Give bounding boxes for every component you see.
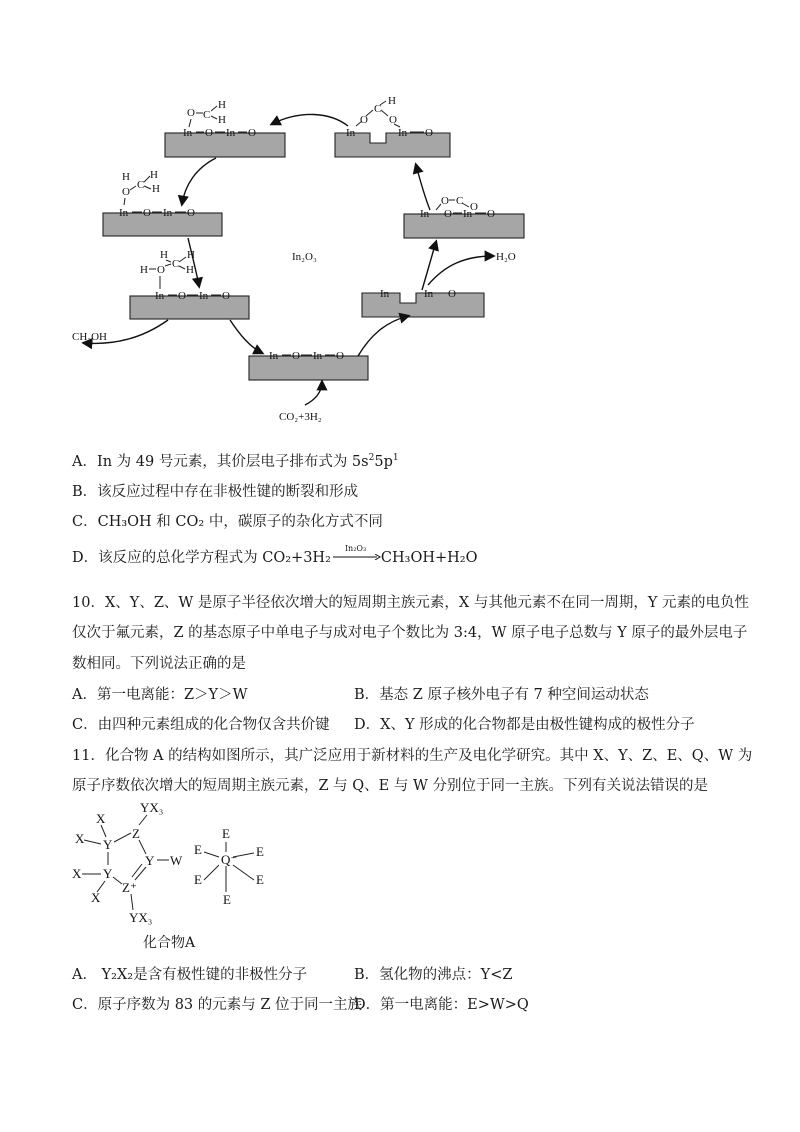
q10-option-d: D．X、Y 形成的化合物都是由极性键构成的极性分子 bbox=[354, 717, 695, 733]
reactants-label: CO₂+3H₂ bbox=[279, 411, 322, 423]
atom-in: In bbox=[424, 288, 434, 300]
q9-option-b bbox=[72, 482, 358, 502]
atom-o: O bbox=[157, 264, 165, 276]
atom-o: O bbox=[178, 290, 186, 302]
option-text: 5p bbox=[374, 454, 393, 470]
atom-h: H bbox=[218, 99, 226, 111]
atom-c: C bbox=[203, 109, 211, 121]
atom-o: O bbox=[360, 114, 368, 126]
atom-o: O bbox=[248, 127, 256, 139]
catalyst-center-label: In₂O₃ bbox=[292, 251, 317, 263]
atom-o: O bbox=[222, 290, 230, 302]
atom-o: O bbox=[425, 127, 433, 139]
atom-q-anion: Q⁻ bbox=[221, 852, 238, 867]
atom-in: In bbox=[269, 350, 279, 362]
q9-option-a bbox=[72, 452, 399, 472]
atom-o: O bbox=[187, 107, 195, 119]
q9-option-d bbox=[72, 544, 478, 568]
q10-option-b: B．基态 Z 原子核外电子有 7 种空间运动状态 bbox=[354, 687, 649, 703]
atom-z-cation: Z⁺ bbox=[122, 880, 137, 895]
atom-in: In bbox=[163, 207, 173, 219]
q11-stem-line-2: 原子序数依次增大的短周期主族元素，Z 与 Q、E 与 W 分别位于同一主族。下列有关说法错误的是 bbox=[72, 778, 708, 794]
atom-o: O bbox=[487, 208, 495, 220]
option-letter: C． bbox=[72, 514, 98, 530]
surface-top-right bbox=[335, 95, 450, 157]
q11-option-d: D．第一电离能：E>W>Q bbox=[354, 997, 529, 1013]
atom-h: H bbox=[140, 264, 148, 276]
atom-in: In bbox=[398, 127, 408, 139]
atom-o: O bbox=[441, 195, 449, 207]
q10-stem-line-1: 10．X、Y、Z、W 是原子半径依次增大的短周期主族元素，X 与其他元素不在同一周期，Y 元素的电负性 bbox=[72, 595, 750, 611]
atom-e: E bbox=[194, 842, 202, 857]
atom-o: O bbox=[336, 350, 344, 362]
atom-y: Y bbox=[103, 837, 113, 852]
atom-c: C bbox=[137, 179, 145, 191]
q10-option-c: C．由四种元素组成的化合物仅含共价键 bbox=[72, 717, 330, 733]
atom-e: E bbox=[256, 844, 264, 859]
reaction-arrow bbox=[331, 544, 381, 568]
option-letter: B． bbox=[72, 484, 98, 500]
atom-x: X bbox=[91, 890, 101, 905]
atom-x: X bbox=[72, 866, 82, 881]
atom-h: H bbox=[388, 95, 396, 107]
atom-e: E bbox=[223, 892, 231, 907]
atom-o: O bbox=[444, 208, 452, 220]
superscript: 2 bbox=[368, 453, 375, 464]
surface-lower-right bbox=[362, 288, 484, 317]
surface-lower-left bbox=[130, 249, 249, 319]
option-text: CH₃OH 和 CO₂ 中，碳原子的杂化方式不同 bbox=[97, 514, 383, 530]
atom-in: In bbox=[199, 290, 209, 302]
atom-h: H bbox=[160, 249, 168, 261]
surface-top-left bbox=[165, 99, 285, 157]
group-yx3: YX₃ bbox=[129, 910, 153, 925]
atom-o: O bbox=[292, 350, 300, 362]
atom-c: C bbox=[172, 258, 180, 270]
product-text: CH₃OH+H₂O bbox=[380, 550, 478, 566]
option-text: 该反应过程中存在非极性键的断裂和形成 bbox=[97, 484, 359, 500]
h2o-product-label: H₂O bbox=[496, 251, 516, 263]
atom-in: In bbox=[226, 127, 236, 139]
atom-e: E bbox=[194, 872, 202, 887]
atom-e: E bbox=[222, 826, 230, 841]
surface-bottom bbox=[249, 350, 368, 380]
q9-option-c bbox=[72, 512, 383, 532]
catalytic-cycle-figure bbox=[0, 0, 800, 430]
superscript: 1 bbox=[392, 453, 399, 464]
atom-h: H bbox=[150, 169, 158, 181]
atom-o: O bbox=[143, 207, 151, 219]
catalyst-label: In₂O₃ bbox=[344, 544, 367, 553]
atom-c: C bbox=[374, 103, 382, 115]
atom-o: O bbox=[187, 207, 195, 219]
atom-in: In bbox=[155, 290, 165, 302]
atom-o: O bbox=[205, 127, 213, 139]
atom-h: H bbox=[152, 183, 160, 195]
option-text: 该反应的总化学方程式为 CO₂+3H₂ bbox=[98, 550, 331, 566]
atom-h: H bbox=[122, 171, 130, 183]
surface-mid-left bbox=[103, 169, 222, 236]
atom-w: W bbox=[170, 853, 183, 868]
option-letter: A． bbox=[72, 454, 97, 470]
surface-mid-right bbox=[404, 195, 524, 238]
compound-a-caption: 化合物A bbox=[143, 935, 196, 951]
atom-o: O bbox=[470, 201, 478, 213]
atom-in: In bbox=[420, 208, 430, 220]
q10-stem-line-2: 仅次于氟元素，Z 的基态原子中单电子与成对电子个数比为 3:4，W 原子电子总数与 Y 原子的最外层电子 bbox=[72, 625, 748, 641]
option-text: In 为 49 号元素，其价层电子排布式为 5s bbox=[96, 454, 369, 470]
atom-z: Z bbox=[132, 826, 140, 841]
atom-x: X bbox=[96, 811, 106, 826]
atom-c: C bbox=[456, 195, 464, 207]
atom-o: O bbox=[448, 288, 456, 300]
q11-option-b: B．氢化物的沸点：Y<Z bbox=[354, 967, 513, 983]
atom-x: X bbox=[75, 831, 85, 846]
atom-y: Y bbox=[103, 866, 113, 881]
atom-in: In bbox=[380, 288, 390, 300]
q10-option-a: A．第一电离能：Z＞Y＞W bbox=[72, 687, 248, 703]
atom-h: H bbox=[218, 114, 226, 126]
atom-y: Y bbox=[145, 853, 155, 868]
option-letter: D． bbox=[72, 550, 99, 566]
atom-h: H bbox=[186, 264, 194, 276]
atom-in: In bbox=[346, 127, 356, 139]
q11-option-a: A． Y₂X₂是含有极性键的非极性分子 bbox=[72, 967, 308, 983]
ch3oh-product-label: CH₃OH bbox=[72, 331, 108, 343]
atom-in: In bbox=[313, 350, 323, 362]
q11-stem-line-1: 11．化合物 A 的结构如图所示，其广泛应用于新材料的生产及电化学研究。其中 X、Y、Z、E、Q、W 为 bbox=[72, 748, 753, 764]
atom-in: In bbox=[183, 127, 193, 139]
atom-h: H bbox=[187, 249, 195, 261]
atom-o: O bbox=[389, 114, 397, 126]
atom-e: E bbox=[256, 872, 264, 887]
atom-o: O bbox=[122, 186, 130, 198]
q10-stem-line-3: 数相同。下列说法正确的是 bbox=[72, 656, 246, 672]
atom-in: In bbox=[463, 208, 473, 220]
atom-in: In bbox=[119, 207, 129, 219]
group-yx3: YX₃ bbox=[140, 800, 164, 815]
q11-option-c: C．原子序数为 83 的元素与 Z 位于同一主族 bbox=[72, 997, 363, 1013]
